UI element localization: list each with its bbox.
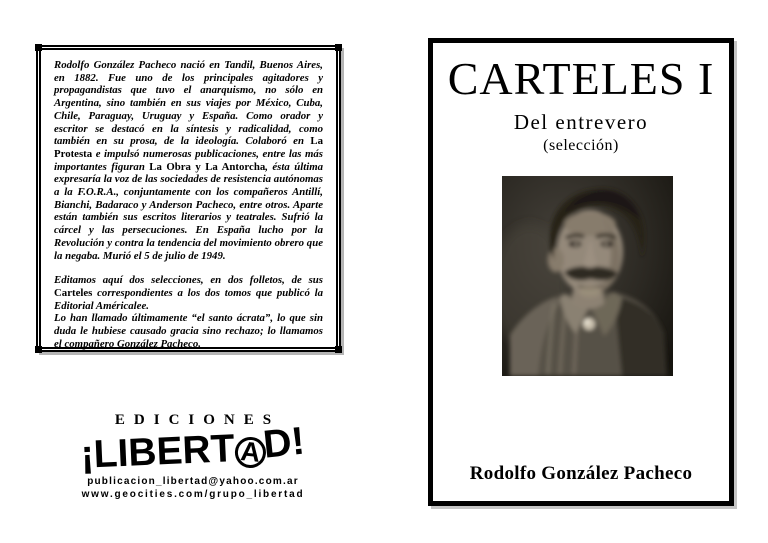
publisher-email: publicacion_libertad@yahoo.com.ar [87, 476, 299, 487]
cover-author-name: Rodolfo González Pacheco [469, 463, 693, 484]
biography-box [36, 45, 341, 352]
bio-text-segment: La Protesta [54, 135, 323, 160]
bio-text-segment: Lo han llamado últimamente “el santo ácrata”, lo que sin duda le hubiese causado gracia sino rechazo; lo llamamos el compañero González Pacheco. [54, 312, 323, 350]
frame-corner-ornament [35, 44, 42, 51]
publisher-logo-block [53, 412, 333, 500]
biography-paragraph [54, 274, 323, 312]
frame-corner-ornament [335, 346, 342, 353]
libertad-wordmark [52, 420, 334, 481]
publisher-imprint-label: EDICIONES [114, 412, 281, 428]
portrait-photo [502, 176, 673, 376]
frame-corner-ornament [335, 44, 342, 51]
bio-text-segment: correspondientes a los dos tomos que publicó la Editorial Américalee. [54, 286, 323, 312]
bio-text-segment: Carteles [54, 286, 93, 299]
biography-paragraph [54, 312, 323, 350]
cover-subtitle-note: (selección) [543, 136, 619, 154]
bio-text-segment: La Obra y La Antorcha [149, 160, 266, 173]
bio-text-segment: , ésta última expresaría la voz de las sociedades de resistencia autónomas a la F.O.R.A., conjuntamente con los compañeros Antillí, Bianchi, Badaraco y Anderson Pacheco, entre otros. Aparte están también sus escritos literarios y teatrales. Sufrió la cárcel y las persecuciones. En España lucho por la Revolución y contra la tendencia del movimiento obrero que la negaba. Murió el 5 de julio de 1949. [54, 160, 324, 262]
cover-subtitle: Del entrevero [513, 109, 649, 134]
biography-paragraph [54, 59, 323, 262]
bio-text-segment: e impulsó numerosas publicaciones, entre las más importantes figuran [54, 147, 323, 173]
cover-title: CARTELES I [447, 53, 715, 104]
bio-text-segment: Rodolfo González Pacheco nació en Tandil, Buenos Aires, en 1882. Fue uno de los principales agitadores y propagandistas que tuvo el anarquismo, no sólo en Argentina, sino también en sus viajes por México, Cuba, Chile, Paraguay, Uruguay y España. Como orador y escritor se destacó en la síntesis y radicalidad, como también en su prosa, de la ideología. Colaboró en [54, 59, 323, 148]
bio-text-segment: Editamos aquí dos selecciones, en dos folletos, de sus [54, 274, 323, 287]
wordmark-suffix: D! [261, 419, 307, 467]
publisher-website: www.geocities.com/grupo_libertad [81, 489, 305, 500]
frame-corner-ornament [35, 346, 42, 353]
anarchy-circle-a-icon: A [233, 435, 267, 469]
wordmark-prefix: ¡LIBERT [79, 427, 236, 477]
book-cover [428, 38, 734, 506]
